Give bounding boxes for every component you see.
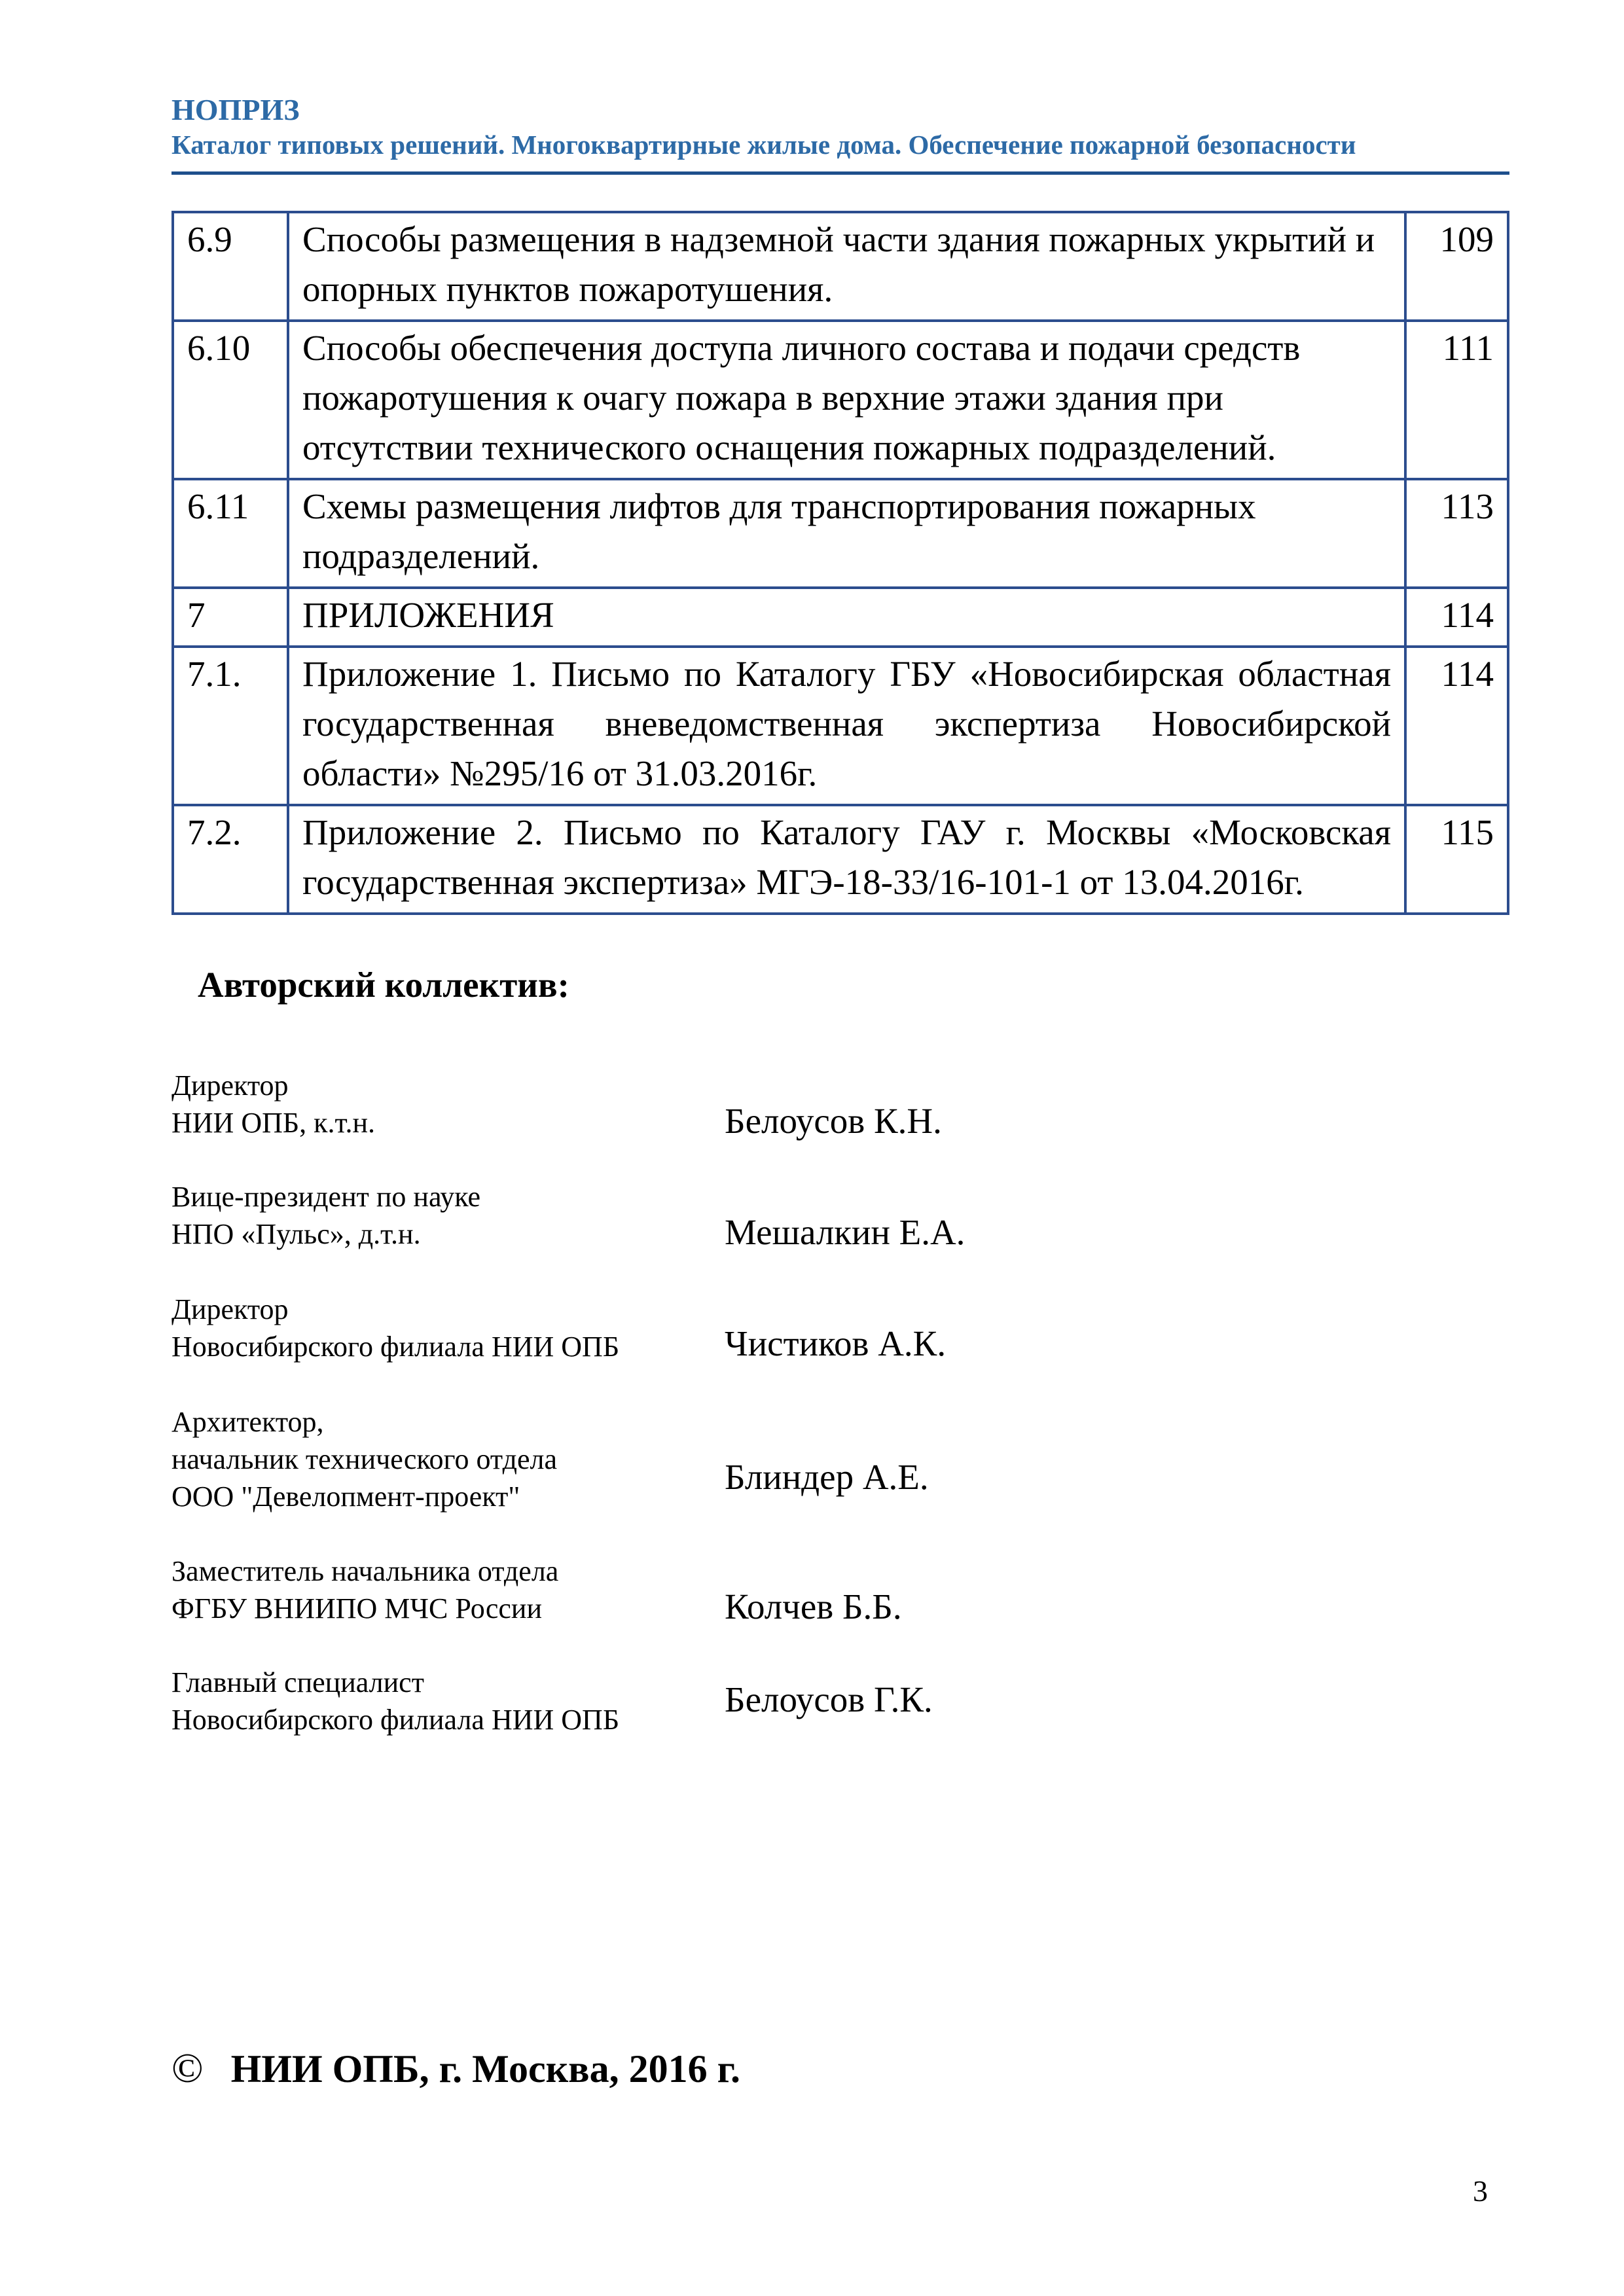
- author-name: Белоусов Г.К.: [725, 1679, 933, 1719]
- author-position-line: Директор: [171, 1069, 289, 1102]
- author-position-line: ФГБУ ВНИИПО МЧС России: [171, 1592, 542, 1624]
- author-position-line: Новосибирского филиала НИИ ОПБ: [171, 1331, 620, 1363]
- toc-row: [173, 647, 1508, 805]
- running-header: [171, 92, 1509, 161]
- toc-number: 7.1.: [173, 647, 288, 805]
- toc-page: 114: [1405, 588, 1508, 647]
- author-name: Мешалкин Е.А.: [725, 1212, 965, 1252]
- toc-number: 7.2.: [173, 805, 288, 914]
- author-position-line: ООО "Девелопмент-проект": [171, 1480, 520, 1513]
- toc-title: ПРИЛОЖЕНИЯ: [288, 588, 1405, 647]
- toc-page: 114: [1405, 647, 1508, 805]
- author-position: [171, 1067, 708, 1141]
- copyright-line: [171, 2042, 740, 2095]
- toc-title: Способы обеспечения доступа личного состава и подачи средств пожаротушения к очагу пожара в верхние этажи здания при отсутствии технического оснащения пожарных подразделений.: [288, 321, 1405, 479]
- author-position-line: Новосибирского филиала НИИ ОПБ: [171, 1704, 620, 1736]
- copyright-symbol: ©: [171, 2045, 204, 2091]
- header-rule: [171, 171, 1509, 175]
- author-name: Блиндер А.Е.: [725, 1457, 929, 1497]
- header-subtitle: Каталог типовых решений. Многоквартирные жилые дома. Обеспечение пожарной безопасности: [171, 130, 1356, 160]
- toc-row: [173, 479, 1508, 588]
- toc-number: 6.11: [173, 479, 288, 588]
- author-position: [171, 1664, 708, 1738]
- header-org: НОПРИЗ: [171, 93, 300, 126]
- author-name: Белоусов К.Н.: [725, 1101, 942, 1141]
- author-position-line: Вице-президент по науке: [171, 1181, 481, 1213]
- toc-title: Приложение 2. Письмо по Каталогу ГАУ г. Москвы «Московская государственная экспертиза» МГЭ-18-33/16-101-1 от 13.04.2016г.: [288, 805, 1405, 914]
- author-position: [171, 1178, 708, 1253]
- toc-page: 109: [1405, 212, 1508, 321]
- author-position-line: начальник технического отдела: [171, 1443, 557, 1475]
- toc-page: 113: [1405, 479, 1508, 588]
- author-position-line: Заместитель начальника отдела: [171, 1555, 559, 1587]
- author-position-line: Директор: [171, 1293, 289, 1325]
- author-position: [171, 1403, 708, 1515]
- author-position-line: Главный специалист: [171, 1666, 424, 1698]
- authors-title: Авторский коллектив:: [198, 965, 569, 1005]
- toc-row: [173, 588, 1508, 647]
- toc-number: 6.10: [173, 321, 288, 479]
- toc-title: Способы размещения в надземной части здания пожарных укрытий и опорных пунктов пожаротушения.: [288, 212, 1405, 321]
- toc-number: 7: [173, 588, 288, 647]
- author-name: Чистиков А.К.: [725, 1323, 947, 1363]
- toc-title: Приложение 1. Письмо по Каталогу ГБУ «Новосибирская областная государственная вневедомственная экспертиза Новосибирской области» №295/16 от 31.03.2016г.: [288, 647, 1405, 805]
- toc-row: [173, 321, 1508, 479]
- copyright-text: НИИ ОПБ, г. Москва, 2016 г.: [230, 2047, 741, 2090]
- toc-page: 111: [1405, 321, 1508, 479]
- author-position-line: НИИ ОПБ, к.т.н.: [171, 1107, 375, 1139]
- page-number: 3: [1473, 2174, 1488, 2208]
- author-position-line: Архитектор,: [171, 1406, 324, 1438]
- toc-number: 6.9: [173, 212, 288, 321]
- toc-row: [173, 212, 1508, 321]
- toc-row: [173, 805, 1508, 914]
- author-position: [171, 1552, 708, 1627]
- author-position-line: НПО «Пульс», д.т.н.: [171, 1218, 421, 1250]
- author-name: Колчев Б.Б.: [725, 1587, 902, 1626]
- author-position: [171, 1291, 708, 1365]
- toc-page: 115: [1405, 805, 1508, 914]
- toc-table: [171, 211, 1509, 915]
- toc-title: Схемы размещения лифтов для транспортирования пожарных подразделений.: [288, 479, 1405, 588]
